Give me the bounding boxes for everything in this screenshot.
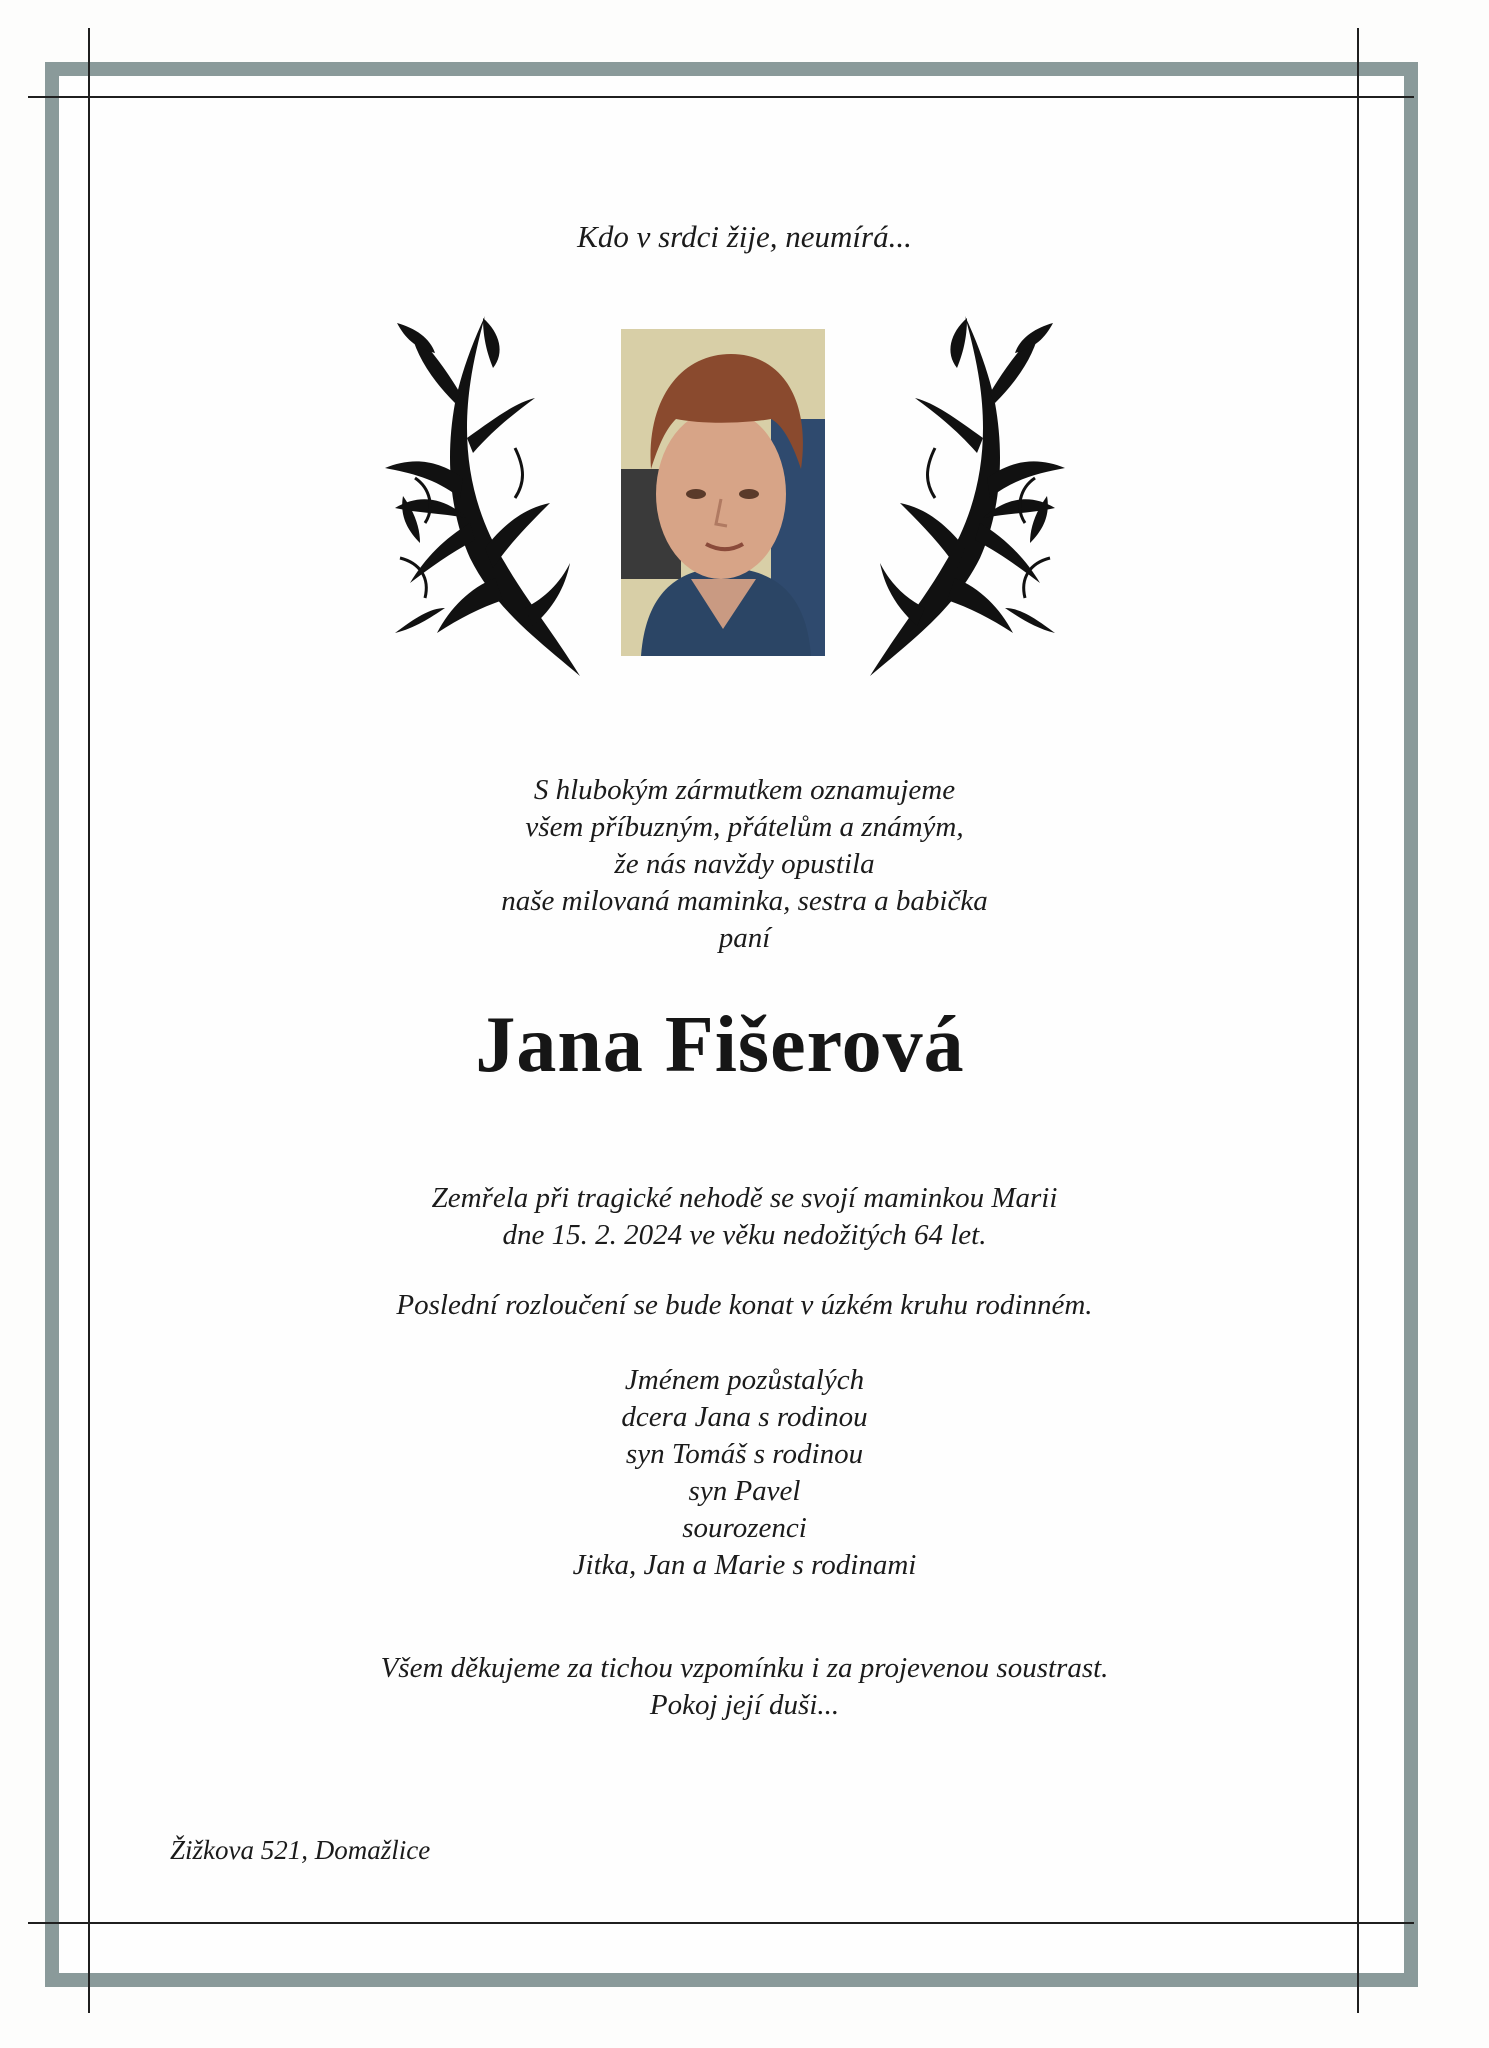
mourners-list <box>0 1362 1489 1584</box>
farewell-notice: Poslední rozloučení se bude konat v úzkém kruhu rodinném. <box>396 1289 1093 1321</box>
border-line-bottom <box>28 1922 1414 1924</box>
intro-line: naše milovaná maminka, sestra a babička <box>501 885 988 917</box>
death-line: Zemřela při tragické nehodě se svojí maminkou Marii <box>431 1182 1058 1214</box>
intro-text <box>0 772 1489 957</box>
thanks-notice <box>0 1650 1489 1724</box>
deceased-name: Jana Fišerová <box>475 1001 965 1089</box>
intro-line: že nás navždy opustila <box>614 848 875 880</box>
thanks-line: Všem děkujeme za tichou vzpomínku i za projevenou soustrast. <box>380 1652 1109 1684</box>
floral-ornament-right-icon <box>865 308 1075 680</box>
intro-line: paní <box>718 922 771 954</box>
mourners-line: Jménem pozůstalých <box>624 1364 865 1396</box>
intro-line: všem příbuzným, přátelům a známým, <box>525 811 964 843</box>
border-line-top <box>28 96 1414 98</box>
portrait-photo <box>621 329 825 656</box>
mourners-line: syn Tomáš s rodinou <box>625 1438 864 1470</box>
death-line: dne 15. 2. 2024 ve věku nedožitých 64 let. <box>502 1219 987 1251</box>
mourners-line: Jitka, Jan a Marie s rodinami <box>572 1549 917 1581</box>
mourners-line: syn Pavel <box>688 1475 801 1507</box>
mourners-line: dcera Jana s rodinou <box>621 1401 868 1433</box>
death-notice <box>0 1180 1489 1254</box>
mourners-line: sourozenci <box>682 1512 807 1544</box>
intro-line: S hlubokým zármutkem oznamujeme <box>533 774 956 806</box>
floral-ornament-left-icon <box>375 308 585 680</box>
thanks-line: Pokoj její duši... <box>649 1689 840 1721</box>
address: Žižkova 521, Domažlice <box>170 1835 431 1865</box>
motto: Kdo v srdci žije, neumírá... <box>577 219 912 254</box>
